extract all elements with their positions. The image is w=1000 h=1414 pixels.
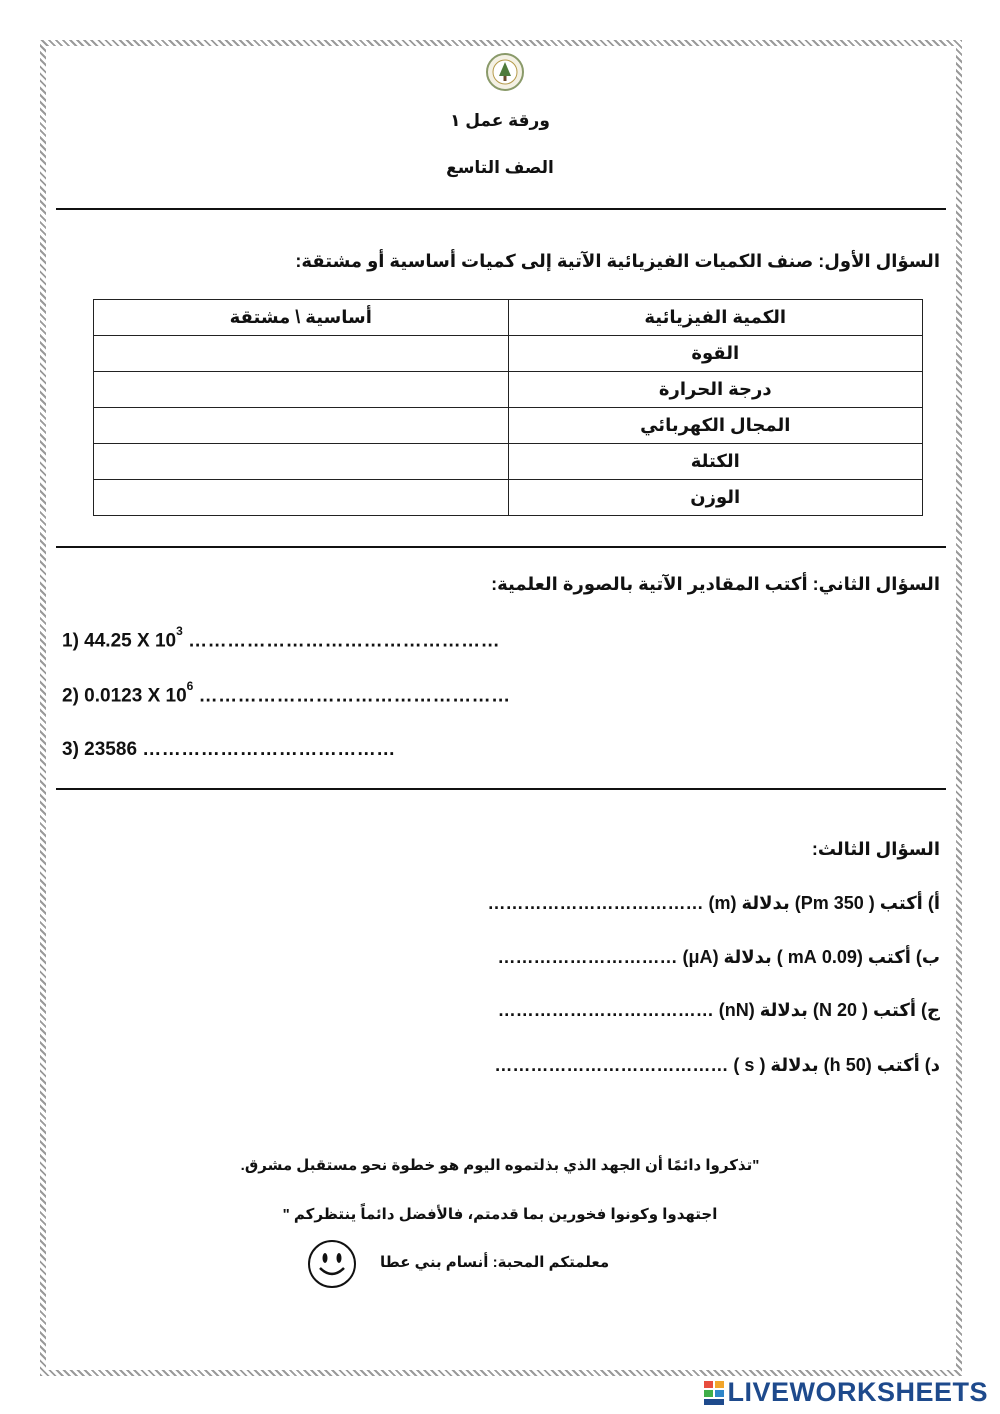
answer-cell[interactable]	[94, 336, 509, 372]
liveworksheets-logo-icon	[703, 1380, 725, 1406]
quantity-cell: القوة	[508, 336, 923, 372]
table-row	[94, 372, 923, 408]
question2-prompt: السؤال الثاني: أكتب المقادير الآتية بالصورة العلمية:	[491, 574, 940, 594]
column-header-type: أساسية \ مشتقة	[94, 300, 509, 336]
scientific-item-3	[62, 739, 396, 761]
question3-prompt: السؤال الثالث:	[811, 839, 940, 859]
conversion-item-d[interactable]: د) أكتب (50 h) بدلالة ( s ) …………………………………	[494, 1055, 940, 1075]
scientific-item-1	[62, 624, 501, 652]
classification-table	[93, 299, 923, 516]
conversion-item-c[interactable]: ج) أكتب ( 20 N) بدلالة (nN) ………………………………	[497, 1000, 940, 1020]
table-row	[94, 408, 923, 444]
liveworksheets-brand	[703, 1377, 988, 1408]
answer-cell[interactable]	[94, 408, 509, 444]
divider	[56, 546, 946, 548]
page-border	[40, 40, 962, 1376]
grade-label: الصف التاسع	[446, 158, 554, 177]
expression: 3) 23586	[62, 739, 138, 760]
quantity-cell: المجال الكهربائي	[508, 408, 923, 444]
table-row	[94, 444, 923, 480]
worksheet-title: ورقة عمل ١	[450, 111, 550, 130]
quantity-cell: درجة الحرارة	[508, 372, 923, 408]
smiley-face-icon	[306, 1238, 358, 1290]
exponent: 3	[176, 624, 183, 638]
answer-cell[interactable]	[94, 444, 509, 480]
exponent: 6	[186, 679, 194, 693]
divider	[56, 208, 946, 210]
conversion-item-a[interactable]: أ) أكتب ( 350 Pm) بدلالة (m) ………………………………	[487, 893, 940, 913]
closing-quote-line-2: اجتهدوا وكونوا فخورين بما قدمتم، فالأفضل دائماً ينتظركم "	[282, 1206, 718, 1223]
answer-blank[interactable]: …………………………………………	[198, 685, 511, 707]
teacher-signature: معلمتكم المحبة: أنسام بني عطا	[380, 1254, 610, 1271]
question1-prompt: السؤال الأول: صنف الكميات الفيزيائية الآتية إلى كميات أساسية أو مشتقة:	[295, 251, 940, 271]
table-row	[94, 480, 923, 516]
table-row	[94, 336, 923, 372]
scientific-item-2	[62, 679, 511, 707]
answer-blank[interactable]: …………………………………	[142, 739, 396, 760]
brand-name: LIVEWORKSHEETS	[727, 1377, 988, 1407]
school-logo-icon	[485, 52, 525, 92]
closing-quote-line-1: "تذكروا دائمًا أن الجهد الذي بذلتموه اليوم هو خطوة نحو مستقبل مشرق.	[240, 1157, 760, 1174]
answer-cell[interactable]	[94, 480, 509, 516]
column-header-quantity: الكمية الفيزيائية	[508, 300, 923, 336]
conversion-item-b[interactable]: ب) أكتب (0.09 mA ) بدلالة (μA) …………………………	[497, 947, 940, 967]
quantity-cell: الكتلة	[508, 444, 923, 480]
answer-cell[interactable]	[94, 372, 509, 408]
table-header-row	[94, 300, 923, 336]
answer-blank[interactable]: …………………………………………	[188, 630, 501, 652]
divider	[56, 788, 946, 790]
expression: 1) 44.25 X 10	[62, 630, 177, 652]
expression: 2) 0.0123 X 10	[62, 685, 187, 707]
quantity-cell: الوزن	[508, 480, 923, 516]
